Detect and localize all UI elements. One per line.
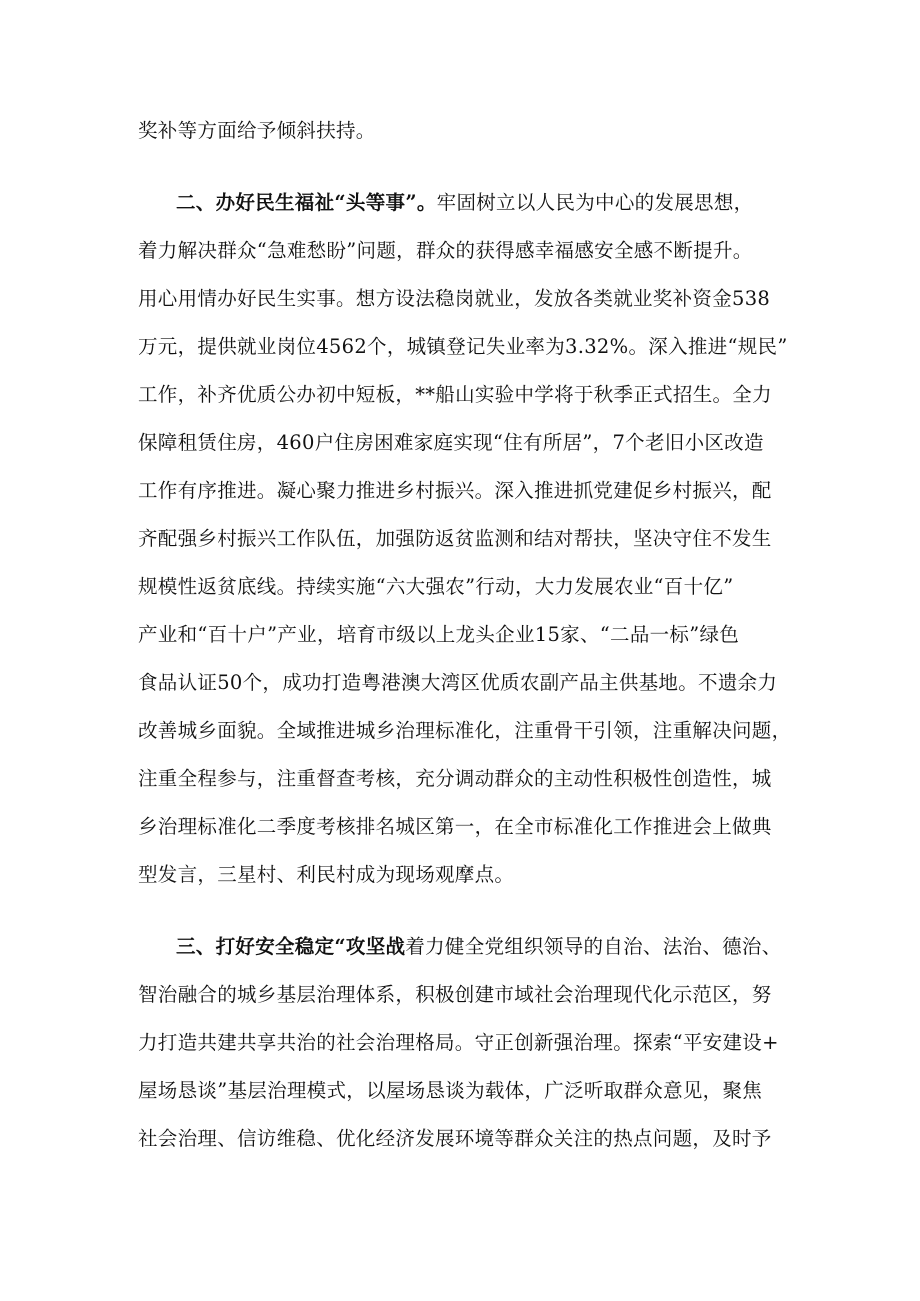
section2-line: 产业和“百十户”产业，培育市级以上龙头企业15家、“二品一标”绿色 xyxy=(138,623,740,646)
section2-line: 牢固树立以人民为中心的发展思想， xyxy=(436,191,754,214)
section3-line: 社会治理、信访维稳、优化经济发展环境等群众关注的热点问题，及时予 xyxy=(138,1127,772,1150)
section2-line: 型发言，三星村、利民村成为现场观摩点。 xyxy=(138,863,515,886)
section2-line: 万元，提供就业岗位4562个，城镇登记失业率为3.32%。深入推进“规民” xyxy=(138,335,788,358)
section3-line: 力打造共建共享共治的社会治理格局。守正创新强治理。探索“平安建设+ xyxy=(138,1031,779,1054)
section2-line: 用心用情办好民生实事。想方设法稳岗就业，发放各类就业奖补资金538 xyxy=(138,287,771,310)
section2-line: 工作，补齐优质公办初中短板，**船山实验中学将于秋季正式招生。全力 xyxy=(138,383,772,406)
section2-line: 工作有序推进。凝心聚力推进乡村振兴。深入推进抓党建促乡村振兴，配 xyxy=(138,479,772,502)
section2-line: 注重全程参与，注重督查考核，充分调动群众的主动性积极性创造性，城 xyxy=(138,767,772,790)
section3-line: 智治融合的城乡基层治理体系，积极创建市域社会治理现代化示范区，努 xyxy=(138,983,772,1006)
section3-line: 屋场恳谈”基层治理模式，以屋场恳谈为载体，广泛听取群众意见，聚焦 xyxy=(138,1079,763,1102)
section2-line: 乡治理标准化二季度考核排名城区第一，在全市标准化工作推进会上做典 xyxy=(138,815,772,838)
continuation-line: 奖补等方面给予倾斜扶持。 xyxy=(138,119,376,142)
section2-line: 保障租赁住房，460户住房困难家庭实现“住有所居”，7个老旧小区改造 xyxy=(138,431,764,454)
section2-line: 食品认证50个，成功打造粤港澳大湾区优质农副产品主供基地。不遗余力 xyxy=(138,671,778,694)
section2-line: 改善城乡面貌。全域推进城乡治理标准化，注重骨干引领，注重解决问题， xyxy=(138,719,792,742)
section3-first-line xyxy=(176,932,798,962)
section3-heading: 三、打好安全稳定“攻坚战 xyxy=(176,935,406,958)
section2-first-line xyxy=(176,188,798,218)
section3-line: 着力健全党组织领导的自治、法治、德治、 xyxy=(405,935,782,958)
section2-heading: 二、办好民生福祉“头等事”。 xyxy=(176,191,437,214)
section2-line: 着力解决群众“急难愁盼”问题，群众的获得感幸福感安全感不断提升。 xyxy=(138,239,753,262)
section2-line: 规模性返贫底线。持续实施“六大强农”行动，大力发展农业“百十亿” xyxy=(138,575,734,598)
section2-line: 齐配强乡村振兴工作队伍，加强防返贫监测和结对帮扶，坚决守住不发生 xyxy=(138,527,772,550)
